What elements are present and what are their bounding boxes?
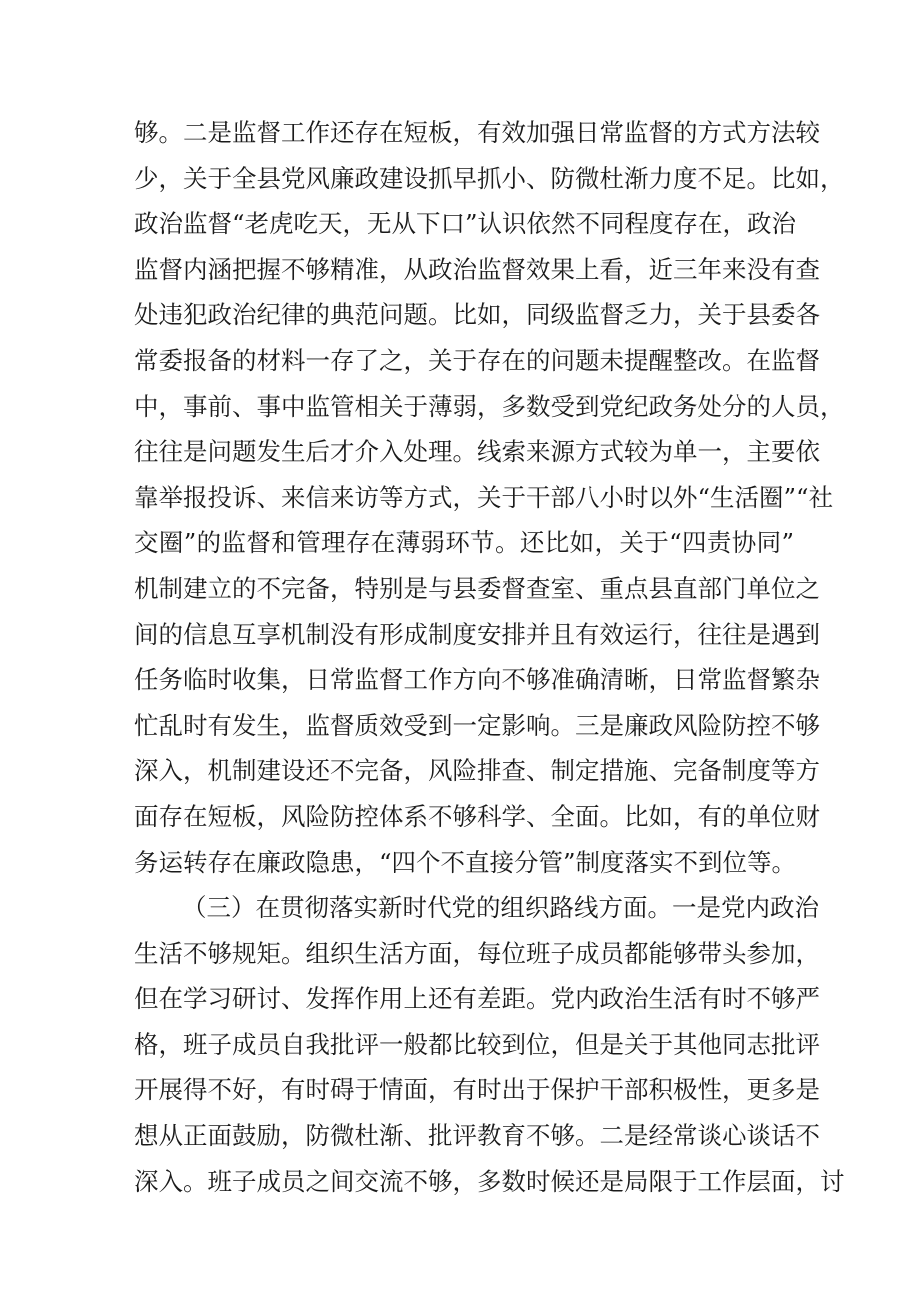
section-heading-line: （三）在贯彻落实新时代党的组织路线方面。一是党内政治 (182, 893, 819, 923)
text-line: 间的信息互享机制没有形成制度安排并且有效运行，往往是遇到 (134, 619, 820, 649)
text-line: 往往是问题发生后才介入处理。线索来源方式较为单一，主要依 (134, 437, 820, 467)
text-line: 面存在短板，风险防控体系不够科学、全面。比如，有的单位财 (134, 801, 820, 831)
text-line: 政治监督“老虎吃天，无从下口”认识依然不同程度存在，政治 (134, 209, 797, 239)
text-line: 靠举报投诉、来信来访等方式，关于干部八小时以外“生活圈”“社 (134, 482, 834, 512)
text-line: 但在学习研讨、发挥作用上还有差距。党内政治生活有时不够严 (134, 984, 820, 1014)
text-line: 深入，机制建设还不完备，风险排查、制定措施、完备制度等方 (134, 756, 820, 786)
text-line: 中，事前、事中监管相关于薄弱，多数受到党纪政务处分的人员， (134, 391, 845, 421)
text-line: 格，班子成员自我批评一般都比较到位，但是关于其他同志批评 (134, 1029, 820, 1059)
text-line: 交圈”的监督和管理存在薄弱环节。还比如，关于“四责协同” (134, 528, 794, 558)
text-line: 常委报备的材料一存了之，关于存在的问题未提醒整改。在监督 (134, 345, 820, 375)
text-line: 生活不够规矩。组织生活方面，每位班子成员都能够带头参加， (134, 938, 820, 968)
text-line: 监督内涵把握不够精准，从政治监督效果上看，近三年来没有查 (134, 254, 820, 284)
text-line: 务运转存在廉政隐患，“四个不直接分管”制度落实不到位等。 (134, 847, 797, 877)
text-line: 想从正面鼓励，防微杜渐、批评教育不够。二是经常谈心谈话不 (134, 1121, 820, 1151)
text-line: 处违犯政治纪律的典范问题。比如，同级监督乏力，关于县委各 (134, 300, 820, 330)
body-text (134, 110, 845, 1204)
text-line: 少，关于全县党风廉政建设抓早抓小、防微杜渐力度不足。比如， (134, 163, 845, 193)
text-line: 深入。班子成员之间交流不够，多数时候还是局限于工作层面，讨 (134, 1166, 845, 1196)
text-line: 够。二是监督工作还存在短板，有效加强日常监督的方式方法较 (134, 118, 820, 147)
text-line: 忙乱时有发生，监督质效受到一定影响。三是廉政风险防控不够 (134, 710, 820, 740)
text-line: 开展得不好，有时碍于情面，有时出于保护干部积极性，更多是 (134, 1075, 820, 1105)
text-line: 机制建立的不完备，特别是与县委督查室、重点县直部门单位之 (134, 573, 820, 603)
text-line: 任务临时收集，日常监督工作方向不够准确清晰，日常监督繁杂 (134, 665, 820, 695)
